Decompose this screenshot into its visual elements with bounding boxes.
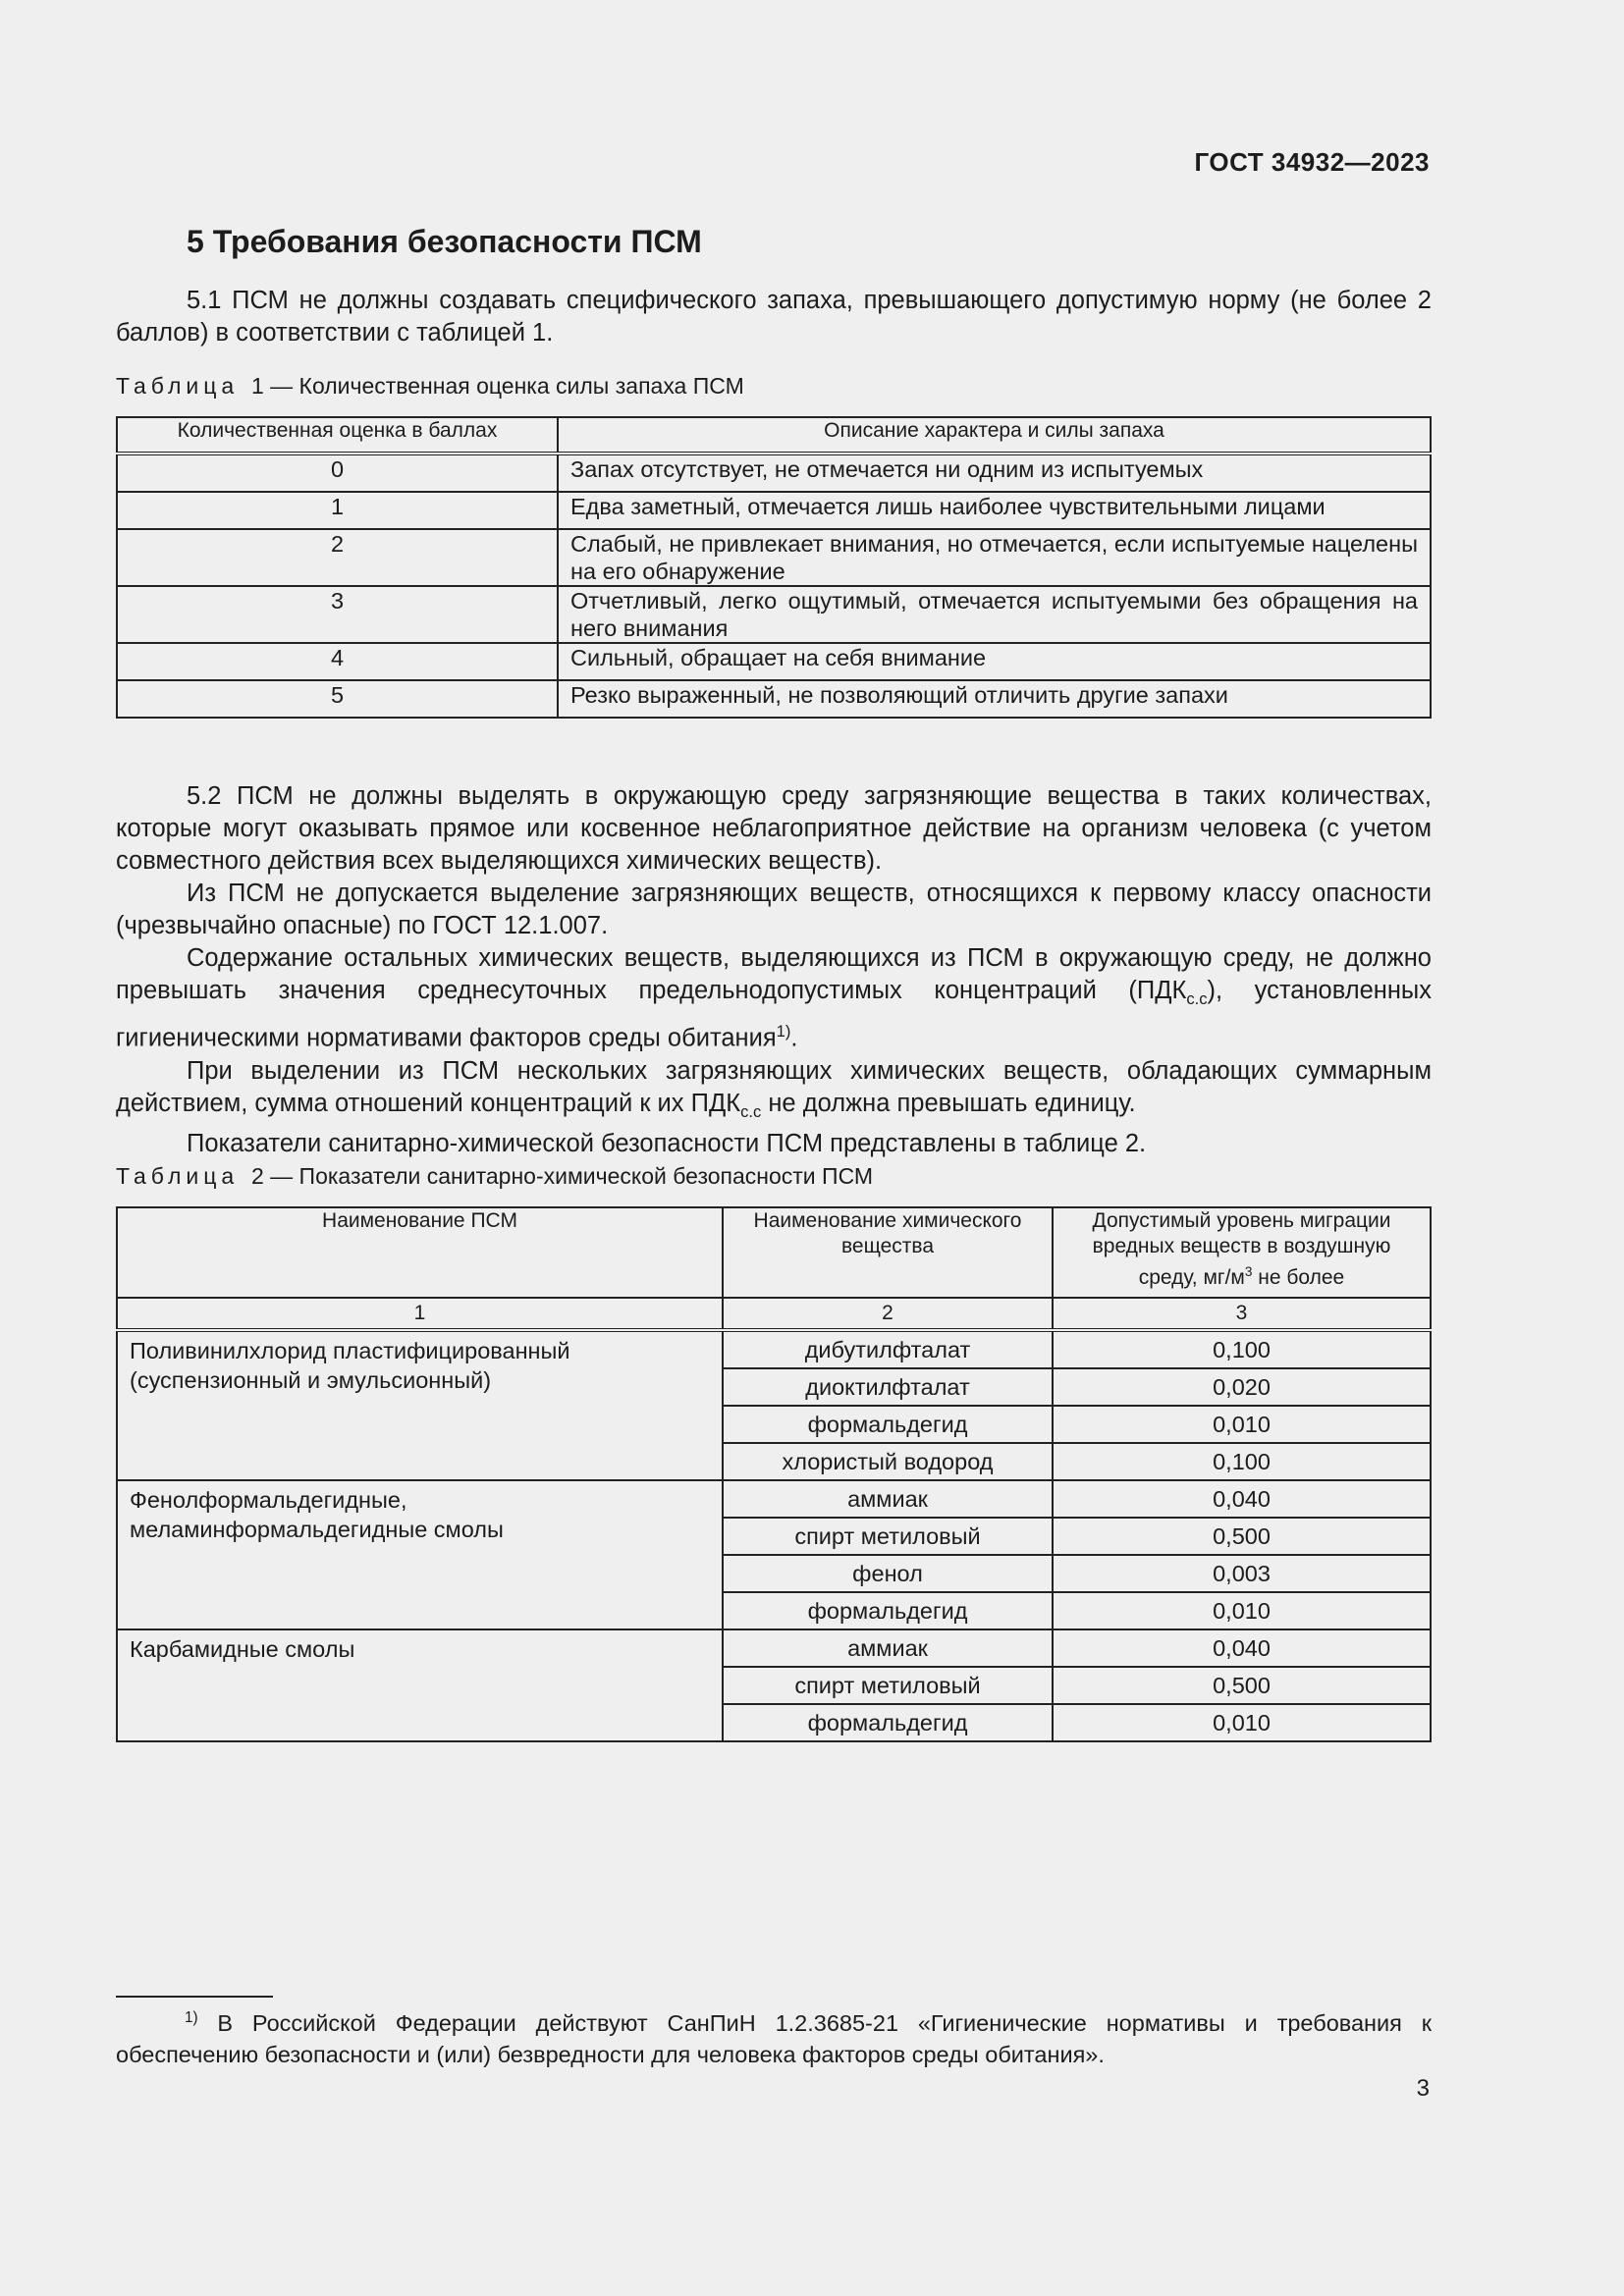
odor-table [116, 416, 1432, 719]
footnote [116, 2002, 1432, 2070]
paragraph-5-1: 5.1 ПСМ не должны создавать специфического запаха, превышающего допустимую норму (не более 2 баллов) в соответствии с таблицей 1. [116, 287, 1432, 347]
odor-score: 1 [117, 492, 558, 529]
migration-table-header-limit [1053, 1207, 1431, 1298]
table-row [117, 1330, 1431, 1368]
summation-text-1: При выделении из ПСМ нескольких загрязняющих химических веществ, обладающих суммарным действием, сумма отношений концентраций к их ПДК [116, 1056, 1432, 1117]
paragraph-table-2-ref: Показатели санитарно-химической безопасности ПСМ представлены в таблице 2. [187, 1129, 1147, 1157]
table-2-block [116, 1161, 1432, 1742]
limit-header-suffix: не более [1252, 1266, 1345, 1289]
summation-subscript: с.с [740, 1101, 762, 1121]
table-row [117, 586, 1431, 643]
substance-name: диоктилфталат [723, 1368, 1053, 1406]
limit-value: 0,100 [1053, 1330, 1431, 1368]
limit-value: 0,010 [1053, 1406, 1431, 1443]
table-row [117, 492, 1431, 529]
paragraph-pdk [116, 942, 1432, 1055]
substance-name: формальдегид [723, 1406, 1053, 1443]
table-row [117, 1480, 1431, 1518]
table-1-caption [116, 371, 1432, 400]
table-1-caption-text: 1 — Количественная оценка силы запаха ПСМ [250, 373, 744, 399]
pdk-text-1: Содержание остальных химических веществ, выделяющихся из ПСМ в окружающую среду, не должно превышать значения среднесуточных предельнодопустимых концентраций (ПДК [116, 944, 1432, 1004]
footnote-ref[interactable]: 1) [776, 1022, 791, 1041]
table-row [117, 680, 1431, 718]
clause-5-1 [116, 285, 1432, 349]
substance-name: спирт метиловый [723, 1518, 1053, 1555]
substance-name: формальдегид [723, 1592, 1053, 1629]
limit-value: 0,040 [1053, 1480, 1431, 1518]
limit-header-sup: 3 [1244, 1264, 1253, 1279]
table-2-caption [116, 1161, 1432, 1191]
page-number: 3 [1416, 2075, 1430, 2102]
column-number: 1 [117, 1298, 723, 1330]
limit-value: 0,040 [1053, 1629, 1431, 1667]
paragraph-hazard-class: Из ПСМ не допускается выделение загрязняющих веществ, относящихся к первому классу опасности (чрезвычайно опасные) по ГОСТ 12.1.007. [116, 880, 1432, 939]
odor-description: Слабый, не привлекает внимания, но отмечается, если испытуемые нацелены на его обнаружение [558, 529, 1431, 586]
substance-name: аммиак [723, 1480, 1053, 1518]
material-name: Карбамидные смолы [117, 1629, 723, 1741]
limit-value: 0,100 [1053, 1443, 1431, 1480]
table-row [117, 643, 1431, 680]
summation-text-2: не должна превышать единицу. [761, 1089, 1136, 1117]
table-row [117, 529, 1431, 586]
odor-description: Сильный, обращает на себя внимание [558, 643, 1431, 680]
substance-name: аммиак [723, 1629, 1053, 1667]
material-name: Фенолформальдегидные, меламинформальдегидные смолы [117, 1480, 723, 1629]
footnote-text: В Российской Федерации действуют СанПиН 1.2.3685-21 «Гигиенические нормативы и требования к обеспечению безопасности и (или) безвредности для человека факторов среды обитания». [116, 2009, 1432, 2067]
table-row [117, 1629, 1431, 1667]
odor-score: 4 [117, 643, 558, 680]
limit-value: 0,003 [1053, 1555, 1431, 1592]
limit-value: 0,010 [1053, 1704, 1431, 1741]
odor-table-header-score: Количественная оценка в баллах [117, 417, 558, 454]
column-number: 2 [723, 1298, 1053, 1330]
column-number: 3 [1053, 1298, 1431, 1330]
clause-5-2 [116, 780, 1432, 1160]
pdk-text-3: . [790, 1024, 798, 1052]
limit-value: 0,020 [1053, 1368, 1431, 1406]
substance-name: формальдегид [723, 1704, 1053, 1741]
paragraph-5-2: 5.2 ПСМ не должны выделять в окружающую среду загрязняющие вещества в таких количествах, которые могут оказывать прямое или косвенное неблагоприятное действие на организм человека (с учетом совместного действия всех выделяющихся химических веществ). [116, 782, 1432, 875]
odor-table-header-description: Описание характера и силы запаха [558, 417, 1431, 454]
limit-value: 0,500 [1053, 1518, 1431, 1555]
migration-table-header-substance: Наименование химического вещества [723, 1207, 1053, 1298]
odor-description: Отчетливый, легко ощутимый, отмечается испытуемыми без обращения на него внимания [558, 586, 1431, 643]
substance-name: спирт метиловый [723, 1667, 1053, 1704]
table-2-caption-label: Таблица [116, 1163, 240, 1189]
footnote-marker: 1) [185, 2009, 198, 2026]
footnote-divider [116, 1996, 273, 1998]
table-2-caption-text: 2 — Показатели санитарно-химической безопасности ПСМ [250, 1163, 874, 1189]
material-name: Поливинилхлорид пластифицированный (суспензионный и эмульсионный) [117, 1330, 723, 1480]
table-row [117, 454, 1431, 492]
migration-table-header-material: Наименование ПСМ [117, 1207, 723, 1298]
odor-score: 0 [117, 454, 558, 492]
odor-description: Запах отсутствует, не отмечается ни одним из испытуемых [558, 454, 1431, 492]
limit-header-text: Допустимый уровень миграции вредных веществ в воздушную среду, мг/м [1092, 1209, 1391, 1289]
table-1-caption-label: Таблица [116, 373, 240, 399]
document-code: ГОСТ 34932—2023 [1194, 147, 1430, 177]
odor-score: 2 [117, 529, 558, 586]
odor-score: 5 [117, 680, 558, 718]
table-1-block [116, 371, 1432, 719]
limit-value: 0,500 [1053, 1667, 1431, 1704]
migration-table [116, 1206, 1432, 1742]
section-title: 5 Требования безопасности ПСМ [187, 224, 702, 259]
odor-description: Едва заметный, отмечается лишь наиболее чувствительными лицами [558, 492, 1431, 529]
pdk-subscript: с.с [1186, 989, 1208, 1009]
substance-name: фенол [723, 1555, 1053, 1592]
odor-description: Резко выраженный, не позволяющий отличить другие запахи [558, 680, 1431, 718]
substance-name: хлористый водород [723, 1443, 1053, 1480]
odor-score: 3 [117, 586, 558, 643]
paragraph-summation [116, 1055, 1432, 1128]
pdk-text-2: ), установленных гигиеническими нормативами факторов среды обитания [116, 977, 1432, 1052]
substance-name: дибутилфталат [723, 1330, 1053, 1368]
limit-value: 0,010 [1053, 1592, 1431, 1629]
